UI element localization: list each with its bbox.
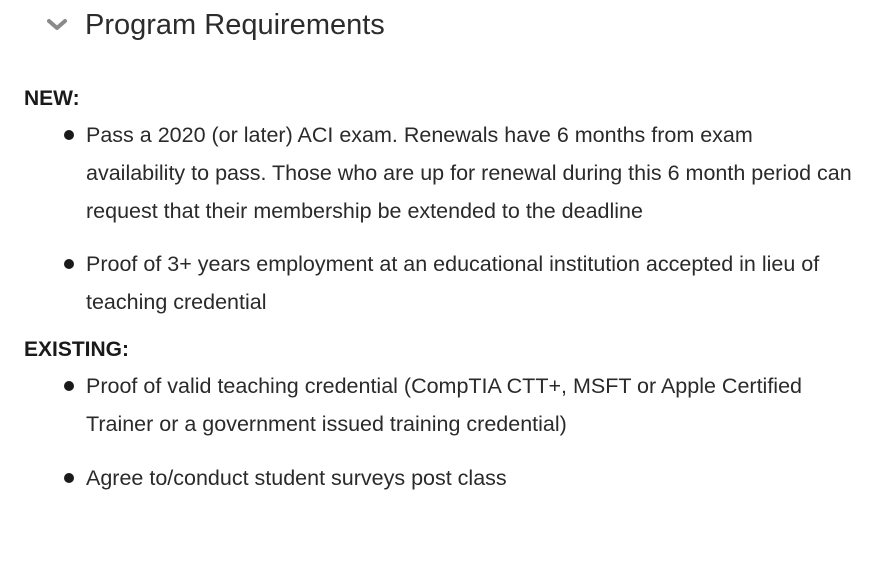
chevron-down-icon[interactable] [46, 14, 68, 36]
bullet-icon [64, 130, 74, 140]
list-item-text: Agree to/conduct student surveys post class [86, 466, 507, 490]
bullet-icon [64, 259, 74, 269]
accordion-title[interactable]: Program Requirements [85, 8, 385, 41]
list-item-text: Pass a 2020 (or later) ACI exam. Renewals have 6 months from exam availability to pass. Those who are up for renewal during this 6 month period can request that their membership be extended to the deadline [86, 123, 852, 223]
requirements-list-existing [24, 367, 864, 497]
list-item-text: Proof of valid teaching credential (CompTIA CTT+, MSFT or Apple Certified Trainer or a government issued training credential) [86, 374, 802, 436]
accordion-header-program-requirements[interactable] [46, 4, 385, 46]
list-item-text: Proof of 3+ years employment at an educational institution accepted in lieu of teaching credential [86, 252, 820, 314]
accordion-content [24, 82, 864, 497]
section-heading-new: NEW: [24, 87, 80, 110]
list-item [24, 116, 864, 230]
section-heading-existing: EXISTING: [24, 338, 130, 361]
list-item [24, 245, 864, 321]
bullet-icon [64, 473, 74, 483]
list-item [24, 459, 864, 497]
bullet-icon [64, 381, 74, 391]
requirements-list-new [24, 116, 864, 321]
list-item [24, 367, 864, 443]
